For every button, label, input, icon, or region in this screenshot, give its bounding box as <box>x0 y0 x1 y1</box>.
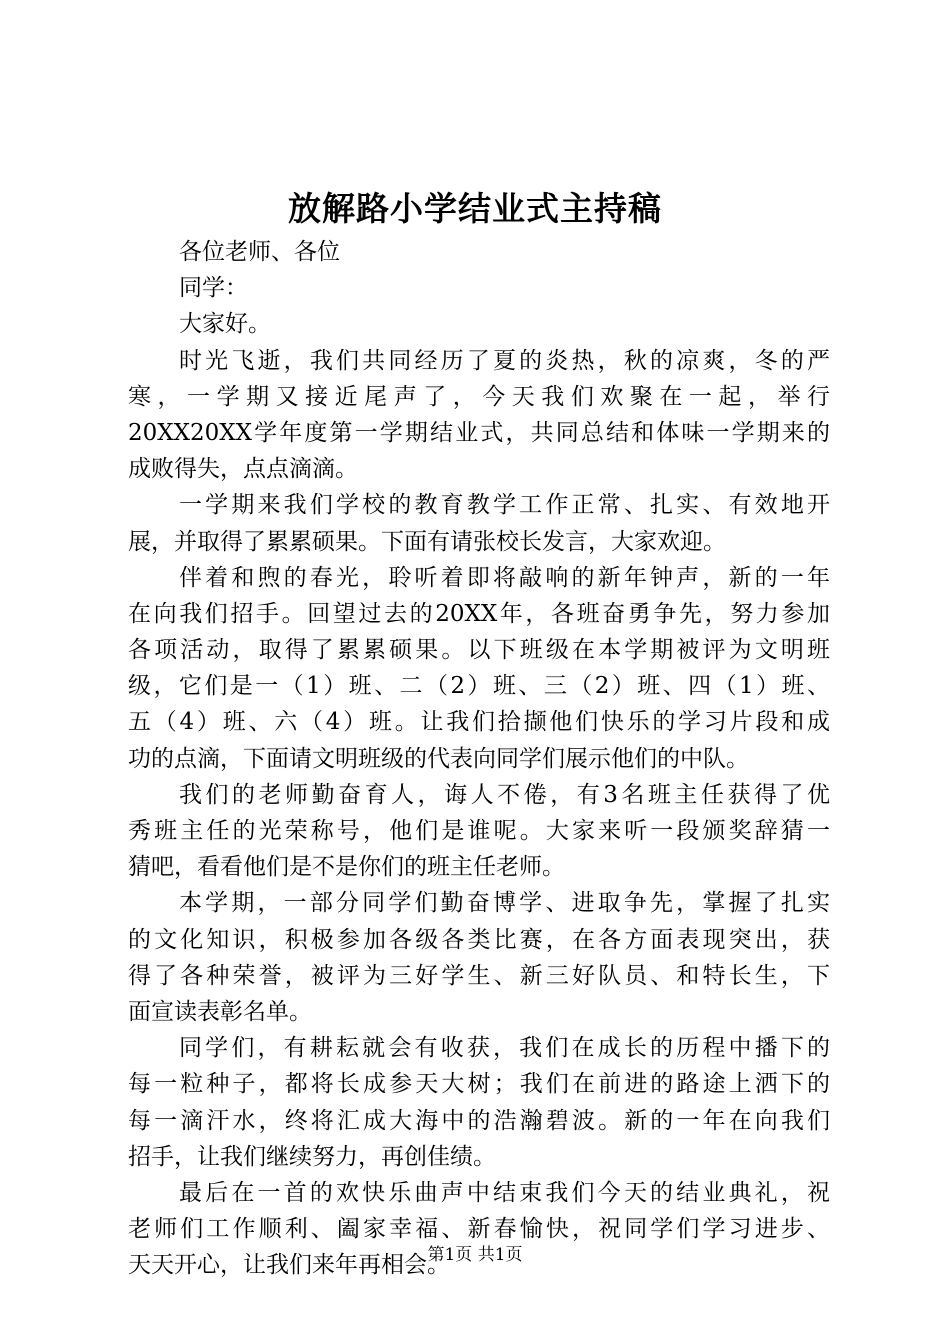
body-line: 展，并取得了累累硕果。下面有请张校长发言，大家欢迎。 <box>128 528 726 555</box>
body-line: 最后在一首的欢快乐曲声中结束我们今天的结业典礼，祝 <box>179 1179 830 1206</box>
body-line: 天天开心，让我们来年再相会。 <box>128 1252 450 1279</box>
body-line: 每一滴汗水，终将汇成大海中的浩瀚碧波。新的一年在向我们 <box>128 1107 830 1134</box>
body-line: 每一粒种子，都将长成参天大树；我们在前进的路途上洒下的 <box>128 1071 830 1098</box>
body-line: 猜吧，看看他们是不是你们的班主任老师。 <box>128 854 565 881</box>
body-line: 功的点滴，下面请文明班级的代表向同学们展示他们的中队。 <box>128 745 749 772</box>
document-title: 放解路小学结业式主持稿 <box>288 189 662 228</box>
body-line: 的文化知识，积极参加各级各类比赛，在各方面表现突出，获 <box>128 926 830 953</box>
body-line: 时光飞逝，我们共同经历了夏的炎热，秋的凉爽，冬的严 <box>179 347 830 374</box>
body-line: 寒，一学期又接近尾声了，今天我们欢聚在一起，举行 <box>128 383 830 410</box>
body-line: 大家好。 <box>179 311 271 338</box>
body-line: 同学们，有耕耘就会有收获，我们在成长的历程中播下的 <box>179 1035 830 1062</box>
body-line: 级，它们是一（1）班、二（2）班、三（2）班、四（1）班、 <box>128 673 830 700</box>
body-line: 各项活动，取得了累累硕果。以下班级在本学期被评为文明班 <box>128 637 830 664</box>
page-footer: 第1页 共1页 <box>427 1245 523 1265</box>
document-body <box>128 234 830 1283</box>
body-line: 五（4）班、六（4）班。让我们拾撷他们快乐的学习片段和成 <box>128 709 830 736</box>
body-line: 本学期，一部分同学们勤奋博学、进取争先，掌握了扎实 <box>179 890 830 917</box>
body-line: 在向我们招手。回望过去的20XX年，各班奋勇争先，努力参加 <box>128 600 830 627</box>
body-line: 同学： <box>179 275 248 302</box>
body-line: 面宣读表彰名单。 <box>128 998 312 1025</box>
body-line: 成败得失，点点滴滴。 <box>128 456 358 483</box>
body-line: 伴着和煦的春光，聆听着即将敲响的新年钟声，新的一年 <box>179 564 830 591</box>
body-line: 20XX20XX学年度第一学期结业式，共同总结和体味一学期来的 <box>128 419 830 446</box>
body-line: 各位老师、各位 <box>179 239 340 265</box>
body-line: 秀班主任的光荣称号，他们是谁呢。大家来听一段颁奖辞猜一 <box>128 818 830 844</box>
body-line: 老师们工作顺利、阖家幸福、新春愉快，祝同学们学习进步、 <box>128 1216 830 1243</box>
body-line: 我们的老师勤奋育人，诲人不倦，有3名班主任获得了优 <box>179 781 830 808</box>
body-line: 招手，让我们继续努力，再创佳绩。 <box>128 1143 496 1170</box>
body-line: 得了各种荣誉，被评为三好学生、新三好队员、和特长生，下 <box>128 962 830 989</box>
body-line: 一学期来我们学校的教育教学工作正常、扎实、有效地开 <box>179 492 830 519</box>
